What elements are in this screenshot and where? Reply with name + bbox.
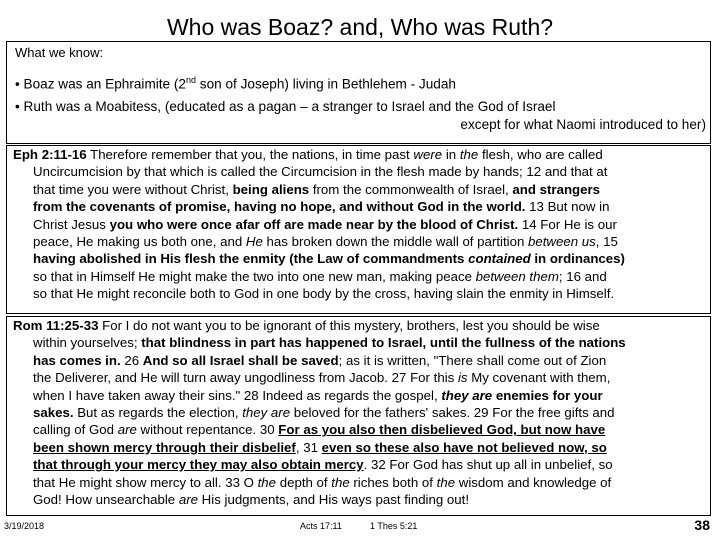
eph-text: , 15 xyxy=(595,234,618,250)
eph-line xyxy=(13,216,707,233)
rom-line xyxy=(13,404,707,421)
rom-line xyxy=(13,474,707,491)
eph-text: Christ Jesus xyxy=(33,216,110,232)
rom-text: ; as it is written, "There shall come out of Zion xyxy=(338,352,607,368)
eph-ref: Eph 2:11-16 xyxy=(13,147,87,162)
rom-italic: they are xyxy=(242,405,291,421)
eph-line xyxy=(13,198,707,215)
rom-italic: the xyxy=(331,474,350,490)
rom-bold-underline: that through your mercy they may also obtain mercy xyxy=(33,457,364,473)
ruth-bullet-cont: except for what Naomi introduced to her) xyxy=(460,117,706,132)
rom-passage xyxy=(13,317,707,508)
eph-text: Therefore remember that you, the nations, in time past xyxy=(86,147,414,162)
boaz-text-b: son of Joseph) living in Bethlehem - Judah xyxy=(196,76,456,92)
eph-text: 13 But now in xyxy=(525,199,610,215)
boaz-bullet xyxy=(15,71,456,94)
eph-text: 14 For He is our xyxy=(518,216,617,232)
rom-text: within yourselves; xyxy=(33,335,142,351)
eph-bold: from the covenants of promise, having no hope, and without God in the world. xyxy=(33,199,526,215)
page-number: 38 xyxy=(694,517,710,533)
eph-bold: and strangers xyxy=(512,181,601,197)
rom-text: wisdom and knowledge of xyxy=(455,474,612,490)
eph-text: in xyxy=(442,147,460,162)
rom-line xyxy=(13,334,707,351)
eph-line xyxy=(13,250,707,267)
rom-text: riches both of xyxy=(349,474,437,490)
rom-text: when I have taken away their sins." 28 Indeed as regards the gospel, xyxy=(33,387,442,403)
rom-text: beloved for the fathers' sakes. 29 For the free gifts and xyxy=(290,405,615,421)
rom-line xyxy=(13,317,707,334)
eph-line: Uncircumcision by that which is called the Circumcision in the flesh made by hands; 12 and that at xyxy=(33,164,608,180)
rom-text: depth of xyxy=(276,474,332,490)
eph-line xyxy=(13,181,707,198)
eph-text: from the commonwealth of Israel, xyxy=(309,181,513,197)
rom-line xyxy=(13,352,707,369)
eph-bold-italic: contained xyxy=(468,251,531,267)
rom-line xyxy=(13,491,707,508)
rom-italic: the xyxy=(257,474,277,490)
eph-text: so that in Himself He might make the two into one new man, making peace xyxy=(33,268,476,284)
rom-bold-underline: been shown mercy through their disbelief xyxy=(33,439,296,455)
rom-italic: are xyxy=(178,492,198,508)
eph-text: that time you were without Christ, xyxy=(33,181,233,197)
rom-text: the Deliverer, and He will turn away ungodliness from Jacob. 27 For this xyxy=(33,370,458,386)
eph-bold: you who were once afar off are made near by the blood of Christ. xyxy=(109,216,519,232)
eph-line: so that He might reconcile both to God in one body by the cross, having slain the enmity in Himself. xyxy=(33,286,615,302)
footer-date: 3/19/2018 xyxy=(4,521,45,531)
rom-bold-italic: they are xyxy=(441,387,493,403)
eph-line xyxy=(13,233,707,250)
known-heading: What we know: xyxy=(15,45,104,60)
rom-text: For I do not want you to be ignorant of this mystery, brothers, lest you should be wise xyxy=(98,318,600,333)
eph-text: peace, He making us both one, and xyxy=(33,234,246,250)
eph-italic: were xyxy=(413,147,443,162)
rom-bold: enemies for your xyxy=(492,387,603,403)
rom-bold: has comes in. xyxy=(33,352,121,368)
rom-bold: And so all Israel shall be saved xyxy=(142,352,339,368)
eph-italic: between us xyxy=(528,234,596,250)
rom-bold: sakes. xyxy=(33,405,74,421)
rom-text: But as regards the election, xyxy=(73,405,243,421)
rom-italic: is xyxy=(457,370,468,386)
rom-line xyxy=(13,421,707,438)
eph-text: has broken down the middle wall of partition xyxy=(262,234,528,250)
eph-italic: between them xyxy=(475,268,559,284)
rom-line xyxy=(13,456,707,473)
footer-acts-ref: Acts 17:11 xyxy=(300,521,342,531)
eph-bold: having abolished in His flesh the enmity (the Law of commandments xyxy=(33,251,469,267)
eph-italic: He xyxy=(245,234,263,250)
eph-text: ; 16 and xyxy=(558,268,607,284)
footer-thes-ref: 1 Thes 5:21 xyxy=(370,521,418,531)
rom-text: 26 xyxy=(120,352,143,368)
rom-bold: that blindness in part has happened to Israel, until the fullness of the nations xyxy=(141,335,626,351)
rom-line xyxy=(13,439,707,456)
slide-title: Who was Boaz? and, Who was Ruth? xyxy=(166,14,554,40)
rom-line xyxy=(13,387,707,404)
rom-text: His judgments, and His ways past finding out! xyxy=(198,492,470,508)
eph-italic: the xyxy=(459,147,479,162)
rom-bold-underline: For as you also then disbelieved God, but now have xyxy=(278,422,606,438)
eph-text: flesh, who are called xyxy=(478,147,603,162)
rom-text: calling of God xyxy=(33,422,118,438)
rom-text: , 31 xyxy=(295,439,322,455)
rom-text: . 32 For God has shut up all in unbelief, so xyxy=(363,457,613,473)
eph-line xyxy=(13,268,707,285)
rom-text: that He might show mercy to all. 33 O xyxy=(33,474,258,490)
eph-bold: being aliens xyxy=(232,181,310,197)
rom-line xyxy=(13,369,707,386)
eph-passage xyxy=(13,146,707,303)
rom-italic: the xyxy=(436,474,456,490)
rom-text: My covenant with them, xyxy=(467,370,611,386)
boaz-sup: nd xyxy=(185,75,196,85)
eph-bold: in ordinances) xyxy=(530,251,625,267)
ruth-bullet: • Ruth was a Moabitess, (educated as a pagan – a stranger to Israel and the God of Israel xyxy=(15,99,556,114)
boaz-text-a: • Boaz was an Ephraimite (2 xyxy=(15,76,186,92)
rom-ref: Rom 11:25-33 xyxy=(13,318,99,333)
eph-line xyxy=(13,146,707,163)
rom-text: God! How unsearchable xyxy=(33,492,179,508)
rom-text: without repentance. 30 xyxy=(136,422,279,438)
rom-bold-underline: even so these also have not believed now, so xyxy=(321,439,607,455)
rom-italic: are xyxy=(117,422,137,438)
